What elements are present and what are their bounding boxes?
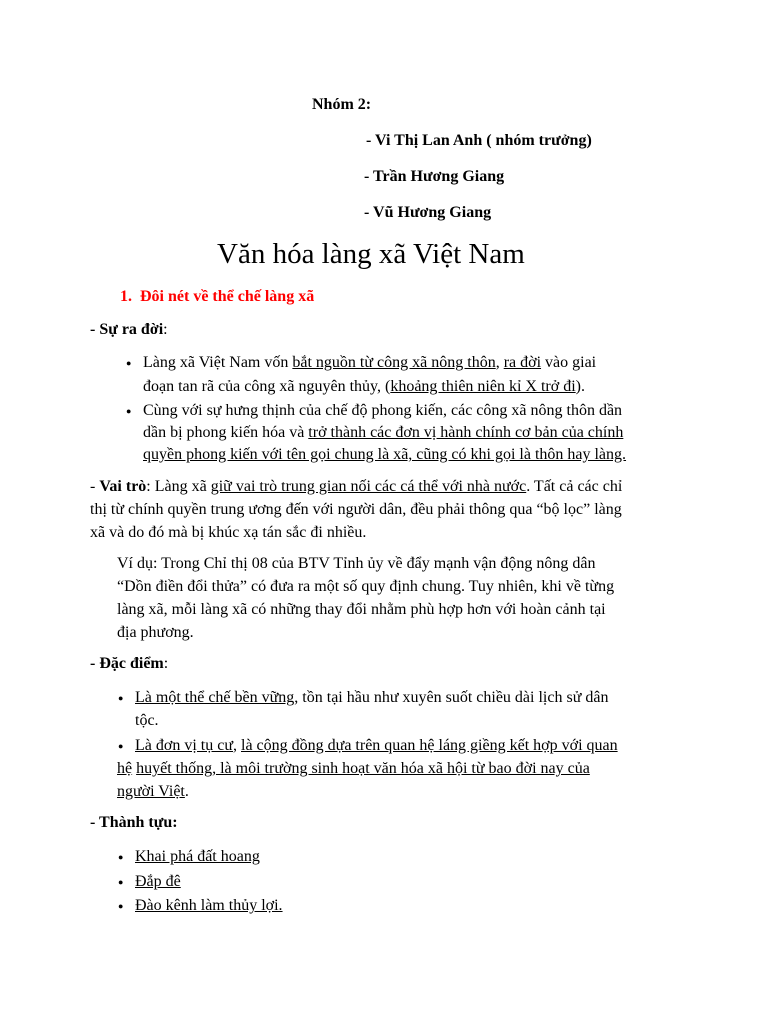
section-number: 1. (120, 288, 132, 305)
features-bullet-2-line-3: người Việt. (117, 783, 189, 800)
origin-colon: : (163, 321, 168, 338)
features-label: - Đặc điểm: (90, 655, 169, 672)
achievement-item: Đào kênh làm thủy lợi. (135, 897, 283, 914)
achievement-item: Đắp đê (135, 873, 181, 890)
origin-bullet-1-line-2: đoạn tan rã của công xã nguyên thủy, (khoảng thiên niên kỉ X trở đi). (143, 378, 585, 395)
features-bullet-2-line-1: Là đơn vị tụ cư, là cộng đồng dựa trên quan hệ láng giềng kết hợp với quan (135, 737, 618, 754)
bullet-icon: ● (118, 741, 124, 751)
section-heading (120, 288, 314, 306)
role-line-1: - Vai trò: Làng xã giữ vai trò trung gian nối các cá thể với nhà nước. Tất cả các chỉ (90, 478, 623, 495)
group-member-1: - Vi Thị Lan Anh ( nhóm trưởng) (366, 132, 592, 149)
document-title: Văn hóa làng xã Việt Nam (217, 238, 525, 270)
bullet-icon: ● (118, 877, 124, 887)
bullet-icon: ● (118, 693, 124, 703)
origin-bullet-2-line-2: dần bị phong kiến hóa và trở thành các đơn vị hành chính cơ bản của chính (143, 424, 624, 441)
example-line-4: địa phương. (117, 624, 194, 641)
group-member-2: - Trần Hương Giang (364, 168, 505, 185)
features-bullet-1-line-1: Là một thể chế bền vững, tồn tại hầu như xuyên suốt chiều dài lịch sử dân (135, 689, 609, 706)
group-heading: Nhóm 2: (312, 96, 372, 113)
origin-label (90, 321, 168, 339)
features-bullet-1-line-2: tộc. (135, 712, 159, 729)
origin-bullet-1-line-1: Làng xã Việt Nam vốn bắt nguồn từ công xã nông thôn, ra đời vào giai (143, 354, 597, 371)
bullet-icon: ● (126, 406, 132, 416)
origin-bullet-2-line-1: Cùng với sự hưng thịnh của chế độ phong kiến, các công xã nông thôn dần (143, 402, 623, 419)
group-member-3: - Vũ Hương Giang (364, 204, 492, 221)
bullet-icon: ● (118, 852, 124, 862)
bullet-icon: ● (126, 358, 132, 368)
section-title: Đôi nét về thể chế làng xã (140, 288, 315, 305)
origin-bullet-2-line-3: quyền phong kiến với tên gọi chung là xã, cũng có khi gọi là thôn hay làng. (143, 446, 627, 463)
example-line-3: làng xã, mỗi làng xã có những thay đổi nhằm phù hợp hơn với hoàn cảnh tại (117, 601, 606, 618)
role-line-2: thị từ chính quyền trung ương đến với người dân, đều phải thông qua “bộ lọc” làng (90, 501, 622, 518)
role-line-3: xã và do đó mà bị khúc xạ tán sắc đi nhiều. (90, 524, 367, 541)
achievements-label: - Thành tựu: (90, 814, 178, 831)
origin-label-text: - Sự ra đời (90, 321, 164, 338)
bullet-icon: ● (118, 901, 124, 911)
features-bullet-2-line-2: hệ huyết thống, là môi trường sinh hoạt văn hóa xã hội từ bao đời nay của (117, 760, 590, 777)
example-line-1: Ví dụ: Trong Chỉ thị 08 của BTV Tỉnh ủy về đẩy mạnh vận động nông dân (117, 555, 596, 572)
achievement-item: Khai phá đất hoang (135, 848, 260, 865)
example-line-2: “Dồn điền đổi thửa” có đưa ra một số quy định chung. Tuy nhiên, khi về từng (117, 578, 615, 595)
